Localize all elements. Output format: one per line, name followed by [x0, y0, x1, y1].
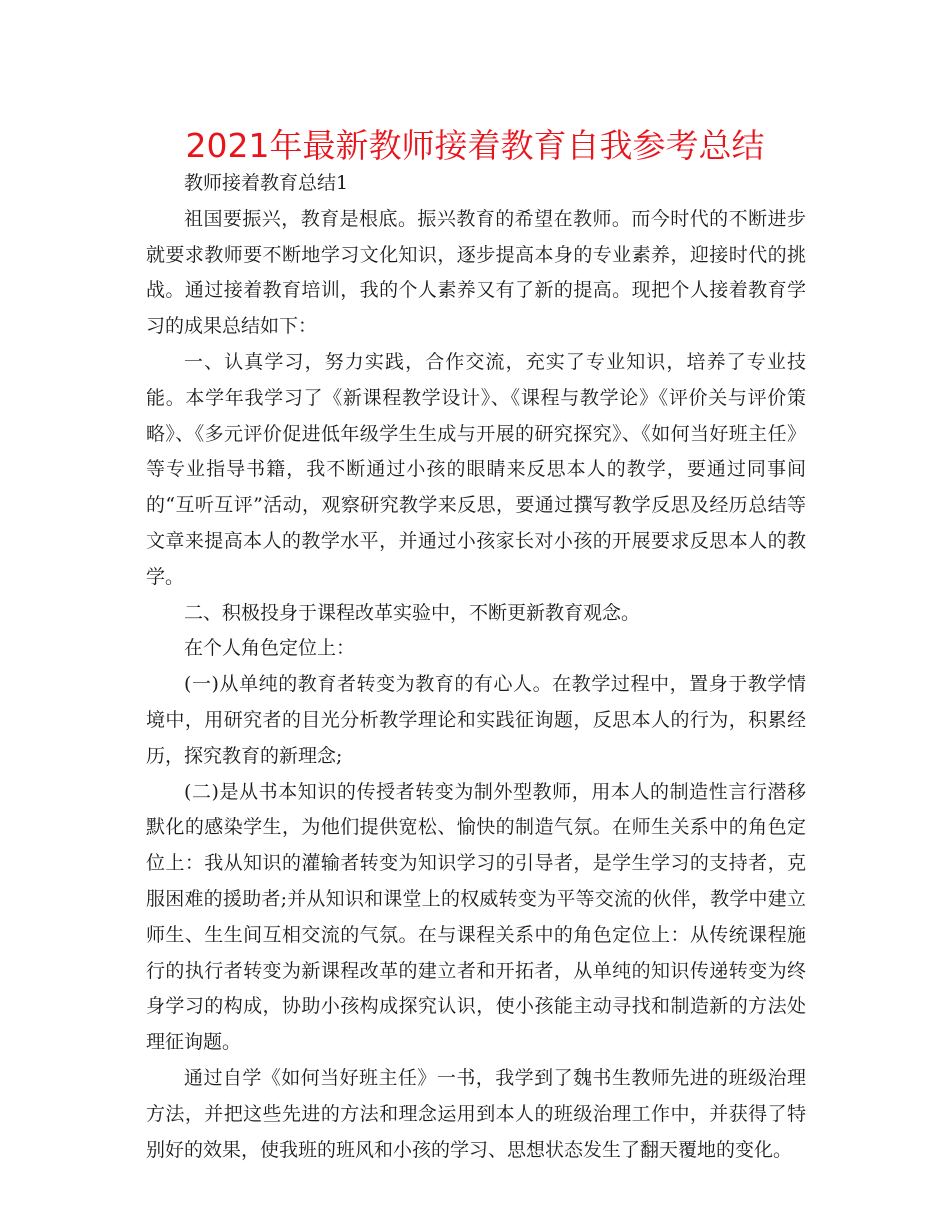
paragraph-point-two: 二、积极投身于课程改革实验中，不断更新教育观念。: [184, 601, 641, 624]
paragraph-self-study: 通过自学《如何当好班主任》一书，我学到了魏书生教师先进的班级治理方法，并把这些先进的方法和理念运用到本人的班级治理工作中，并获得了特别好的效果，使我班的班风和小孩的学习、思想状态发生了翻天覆地的变化。: [146, 1066, 806, 1161]
document-body: [146, 166, 806, 1168]
paragraph-role-two: (二)是从书本知识的传授者转变为制外型教师，用本人的制造性言行潜移默化的感染学生，为他们提供宽松、愉快的制造气氛。在师生关系中的角色定位上：我从知识的灌输者转变为知识学习的引导者，是学生学习的支持者，克服困难的援助者;并从知识和课堂上的权威转变为平等交流的伙伴，教学中建立师生、生生间互相交流的气氛。在与课程关系中的角色定位上：从传统课程施行的执行者转变为新课程改革的建立者和开拓者，从单纯的知识传递转变为终身学习的构成，协助小孩构成探究认识，使小孩能主动寻找和制造新的方法处理征询题。: [146, 780, 806, 1054]
document-title: 2021年最新教师接着教育自我参考总结: [185, 126, 765, 165]
paragraph-role-heading: 在个人角色定位上：: [184, 637, 356, 660]
paragraph-point-one: 一、认真学习，努力实践，合作交流，充实了专业知识，培养了专业技能。本学年我学习了《新课程教学设计》、《课程与教学论》《评价关与评价策略》、《多元评价促进低年级学生生成与开展的研究探究》、《如何当好班主任》等专业指导书籍，我不断通过小孩的眼睛来反思本人的教学，要通过同事间的“互听互评”活动，观察研究教学来反思，要通过撰写教学反思及经历总结等文章来提高本人的教学水平，并通过小孩家长对小孩的开展要求反思本人的教学。: [146, 350, 806, 588]
section-heading: 教师接着教育总结1: [184, 172, 349, 194]
paragraph-intro: 祖国要振兴，教育是根底。振兴教育的希望在教师。而今时代的不断进步就要求教师要不断地学习文化知识，逐步提高本身的专业素养，迎接时代的挑战。通过接着教育培训，我的个人素养又有了新的提高。现把个人接着教育学习的成果总结如下：: [146, 207, 806, 338]
paragraph-role-one: (一)从单纯的教育者转变为教育的有心人。在教学过程中，置身于教学情境中，用研究者的目光分析教学理论和实践征询题，反思本人的行为，积累经历，探究教育的新理念;: [146, 673, 806, 767]
